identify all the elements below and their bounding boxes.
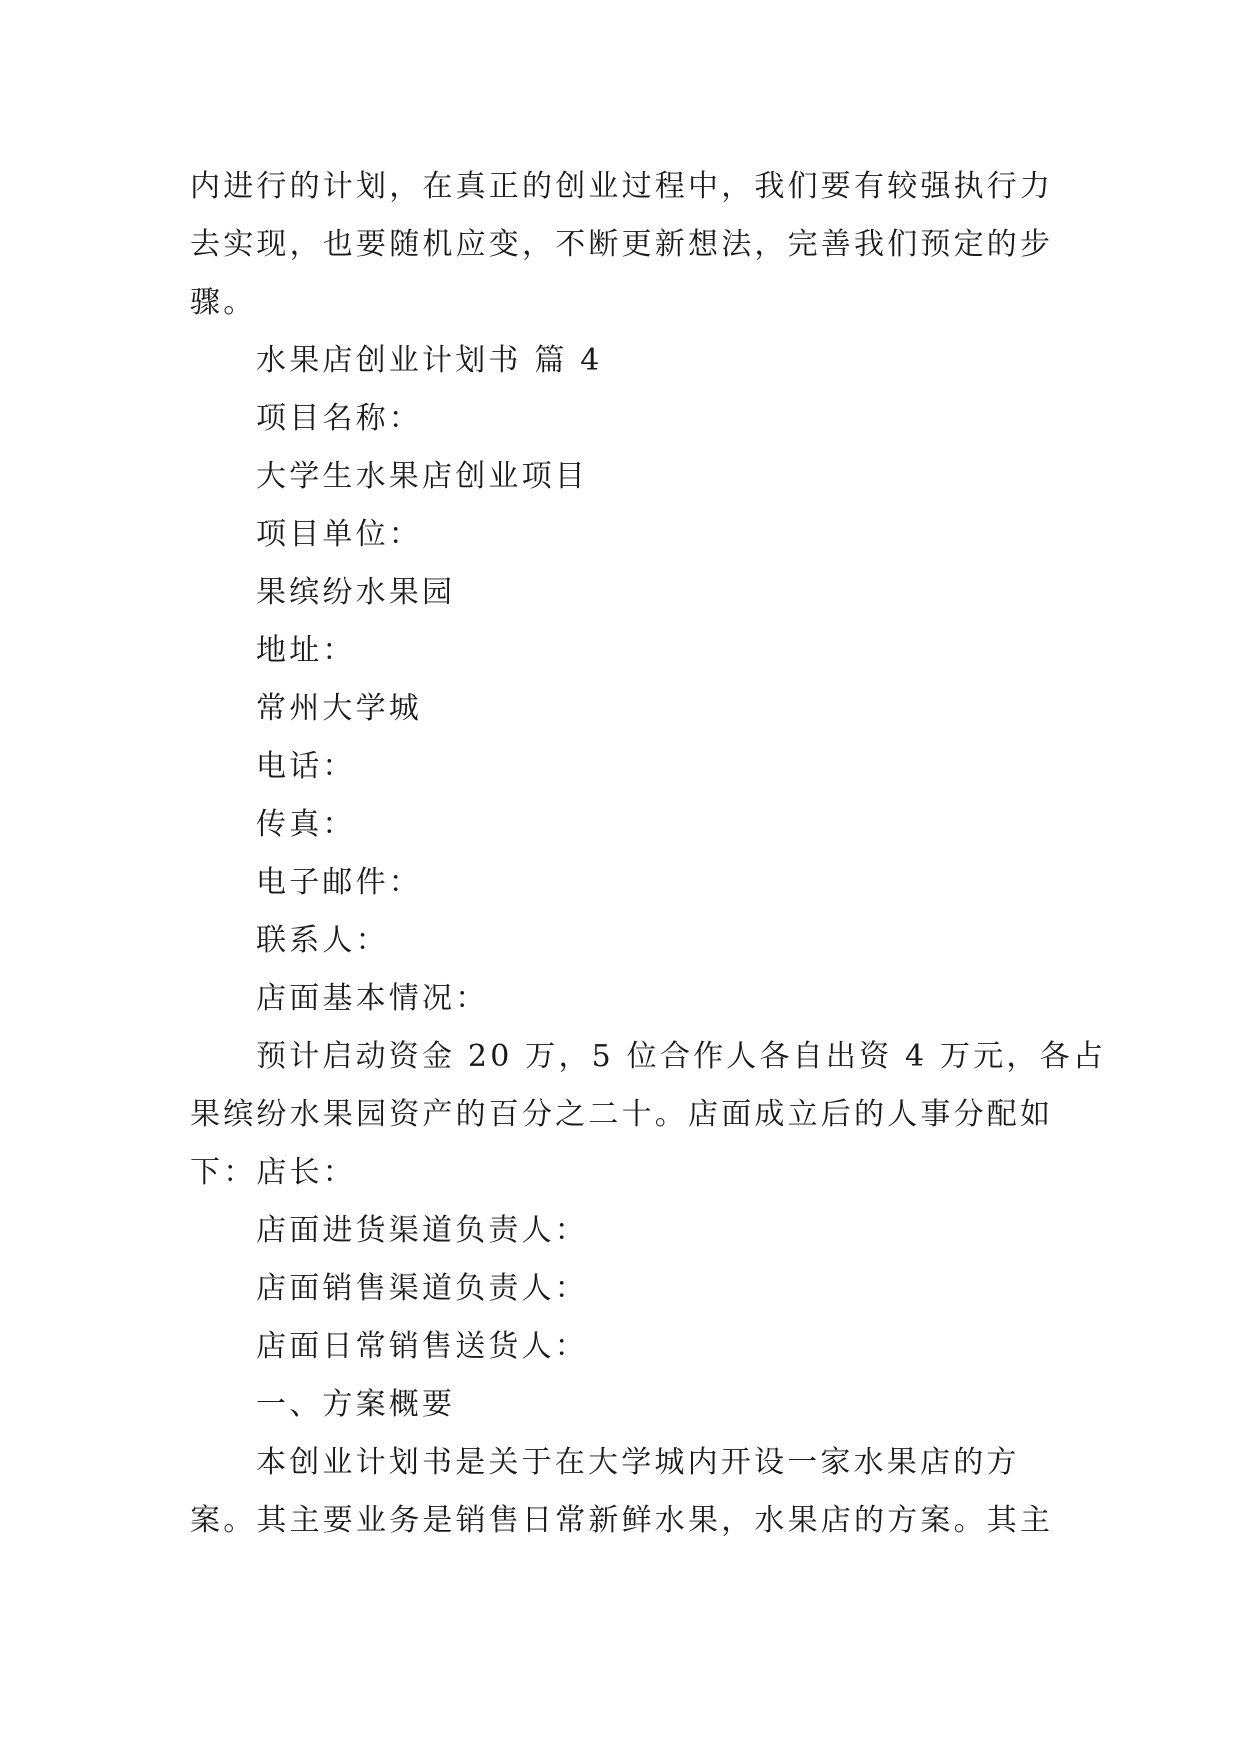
field-value: 果缤纷水果园 <box>256 575 456 610</box>
text-line: 预计启动资金 20 万，5 位合作人各自出资 4 万元，各占 <box>256 1039 1107 1074</box>
field-label: 项目单位： <box>256 517 422 552</box>
field-value: 常州大学城 <box>256 691 422 726</box>
field-label: 地址： <box>256 633 356 668</box>
text-line: 本创业计划书是关于在大学城内开设一家水果店的方 <box>256 1445 1020 1480</box>
section-heading: 一、方案概要 <box>256 1387 456 1422</box>
field-label: 店面销售渠道负责人： <box>256 1271 588 1306</box>
field-label: 店面进货渠道负责人： <box>256 1213 588 1248</box>
field-label: 电话： <box>256 749 356 784</box>
text-line: 果缤纷水果园资产的百分之二十。店面成立后的人事分配如 <box>190 1097 1054 1132</box>
text-line: 去实现，也要随机应变，不断更新想法，完善我们预定的步 <box>190 227 1054 262</box>
field-label: 联系人： <box>256 923 389 958</box>
section-heading: 水果店创业计划书 篇 4 <box>256 343 603 378</box>
document-page <box>190 158 1107 1550</box>
text-line: 下：店长： <box>190 1155 356 1190</box>
field-value: 大学生水果店创业项目 <box>256 459 588 494</box>
field-label: 店面日常销售送货人： <box>256 1329 588 1364</box>
field-label: 店面基本情况： <box>256 981 489 1016</box>
field-label: 电子邮件： <box>256 865 422 900</box>
text-line: 骤。 <box>190 285 257 320</box>
text-line: 案。其主要业务是销售日常新鲜水果，水果店的方案。其主 <box>190 1503 1054 1538</box>
field-label: 项目名称： <box>256 401 422 436</box>
field-label: 传真： <box>256 807 356 842</box>
text-line: 内进行的计划，在真正的创业过程中，我们要有较强执行力 <box>190 169 1054 204</box>
